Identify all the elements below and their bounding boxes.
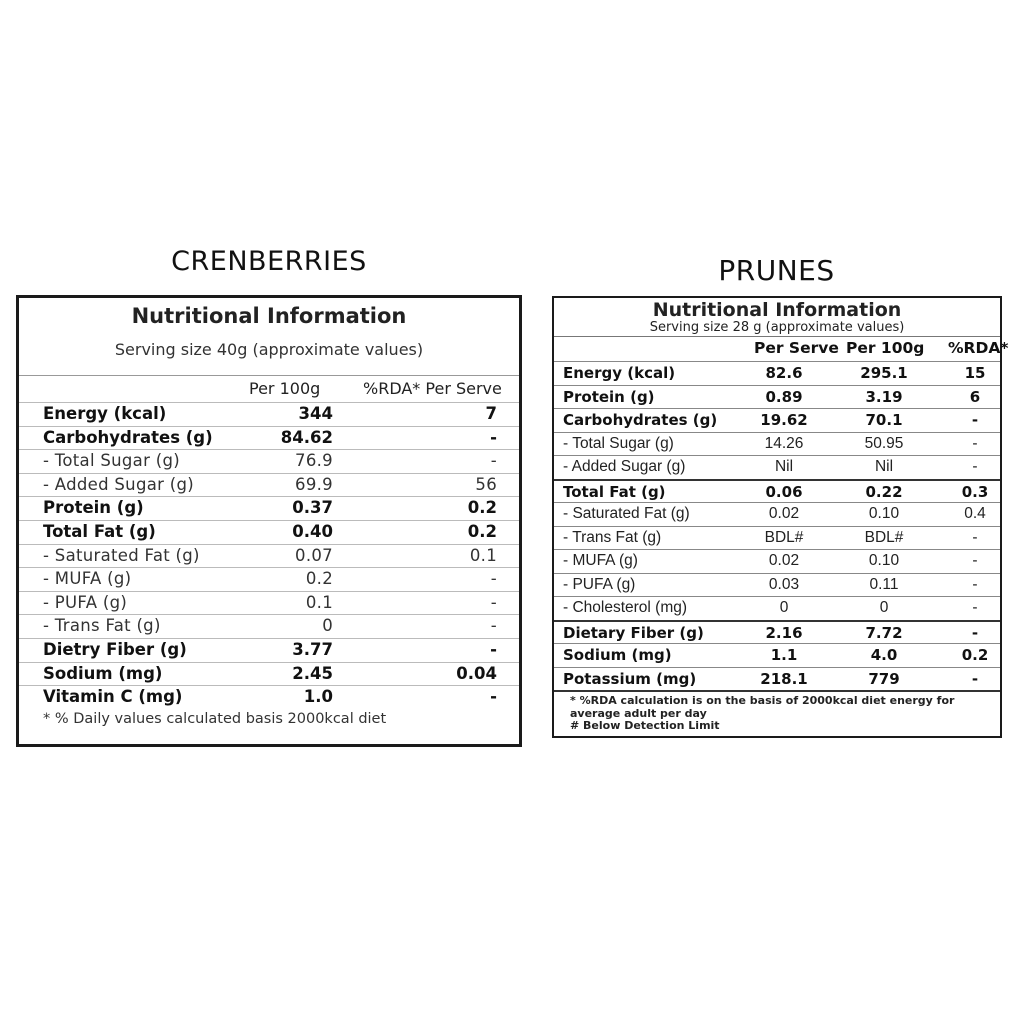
value-rda: -: [972, 599, 978, 616]
value-rda: -: [972, 528, 978, 546]
table-row: [19, 520, 519, 544]
table-row: [19, 567, 519, 591]
nutrient-label: Total Fat (g): [43, 521, 156, 541]
value-rda: -: [490, 592, 497, 612]
nutrient-label: Energy (kcal): [563, 364, 676, 382]
nutrient-label: Protein (g): [563, 387, 655, 406]
table-row: [554, 667, 1000, 691]
value-rda: 0.2: [467, 498, 497, 518]
table-row: [554, 432, 1000, 456]
column-header-rda: %RDA*: [948, 339, 1009, 357]
value-per100: 0.11: [869, 575, 899, 593]
table-row: [19, 473, 519, 497]
value-rda: -: [490, 451, 497, 471]
table-row: [19, 449, 519, 473]
table-row: [554, 643, 1000, 667]
column-header-per100: Per 100g: [846, 339, 925, 357]
prunes-column-headers: [554, 338, 1009, 360]
nutrient-label: Dietary Fiber (g): [563, 623, 704, 642]
nutrient-label: Sodium (mg): [43, 663, 163, 683]
value-per100: 0.10: [868, 505, 900, 522]
value-rda: 0.04: [456, 663, 497, 683]
value-per100: 3.19: [865, 387, 903, 406]
value-per-serve: BDL#: [764, 528, 804, 546]
value-per100: 69.9: [295, 474, 333, 494]
value-rda: 6: [969, 387, 981, 406]
value-per100: 3.77: [292, 639, 333, 659]
value-per-serve: 218.1: [760, 669, 808, 688]
value-per100: 50.95: [864, 434, 904, 452]
value-per100: Nil: [874, 458, 894, 475]
column-header-per100: Per 100g: [249, 379, 321, 398]
prunes-nutrition-card: [552, 296, 1009, 738]
table-row: [19, 544, 519, 568]
value-per-serve: 0.06: [765, 482, 803, 501]
value-per100: 0.37: [292, 498, 333, 518]
value-per100: 2.45: [292, 663, 333, 683]
table-row: [19, 591, 519, 615]
cranberries-table: [19, 402, 519, 709]
value-per100: 1.0: [303, 687, 333, 707]
value-per100: 0.40: [292, 521, 333, 541]
nutrient-label: - Trans Fat (g): [563, 528, 662, 546]
value-rda: -: [490, 616, 497, 636]
table-row: [19, 496, 519, 520]
prunes-title: PRUNES: [718, 254, 835, 287]
value-per100: 779: [868, 669, 900, 688]
column-header-rda: %RDA* Per Serve: [363, 379, 502, 398]
value-rda: 15: [964, 364, 986, 382]
value-per100: 0: [879, 599, 889, 616]
value-per100: 295.1: [860, 364, 908, 382]
value-per-serve: 0.89: [765, 387, 803, 406]
prunes-footnote-bdl: # Below Detection Limit: [570, 719, 720, 732]
table-row: [19, 402, 519, 426]
nutrient-label: - Cholesterol (mg): [563, 599, 688, 616]
value-per100: 0.22: [865, 482, 903, 501]
value-rda: 0.4: [964, 505, 986, 522]
nutrient-label: - Saturated Fat (g): [563, 505, 690, 522]
value-per100: 70.1: [865, 411, 903, 429]
value-rda: -: [972, 434, 978, 452]
cranberries-heading: Nutritional Information: [131, 304, 407, 328]
value-per-serve: 0.02: [768, 552, 800, 569]
prunes-table: [554, 361, 1000, 690]
value-rda: -: [971, 411, 979, 429]
nutrient-label: - Saturated Fat (g): [43, 545, 200, 565]
value-rda: 7: [485, 404, 497, 423]
value-per100: 4.0: [870, 646, 898, 664]
value-rda: 0.2: [961, 646, 989, 664]
value-rda: 0.3: [961, 482, 989, 501]
value-per-serve: 0.03: [768, 575, 800, 593]
cranberries-title: CRENBERRIES: [171, 246, 367, 277]
cranberries-footnote: * % Daily values calculated basis 2000kcal diet: [43, 711, 387, 727]
nutrient-label: Total Fat (g): [563, 482, 666, 501]
value-rda: -: [971, 623, 979, 642]
value-rda: -: [490, 569, 497, 589]
value-per-serve: 2.16: [765, 623, 803, 642]
value-per100: 76.9: [295, 451, 333, 471]
cranberries-nutrition-card: [16, 295, 522, 747]
column-header-per-serve: Per Serve: [754, 339, 839, 357]
cranberries-column-headers: [19, 377, 519, 401]
value-rda: -: [490, 427, 497, 447]
value-per100: 7.72: [865, 623, 903, 642]
nutrient-label: Carbohydrates (g): [43, 427, 213, 447]
value-rda: -: [972, 458, 978, 475]
nutrient-label: - MUFA (g): [563, 552, 638, 569]
nutrient-label: - Total Sugar (g): [563, 434, 674, 452]
table-row: [554, 526, 1000, 550]
table-row: [19, 638, 519, 662]
value-rda: 56: [475, 474, 497, 494]
nutrient-label: - Added Sugar (g): [43, 474, 195, 494]
nutrient-label: - MUFA (g): [43, 569, 132, 589]
table-row: [19, 426, 519, 450]
table-row: [19, 685, 519, 709]
table-row: [554, 479, 1000, 503]
divider: [19, 375, 519, 376]
value-rda: -: [490, 687, 497, 707]
value-per-serve: 82.6: [765, 364, 803, 382]
nutrient-label: - PUFA (g): [563, 575, 636, 593]
value-per100: 0.1: [305, 592, 333, 612]
table-row: [554, 455, 1000, 479]
nutrient-label: - Trans Fat (g): [43, 616, 161, 636]
value-per-serve: 14.26: [764, 434, 804, 452]
prunes-heading: Nutritional Information: [652, 299, 902, 321]
table-row: [554, 408, 1000, 432]
table-row: [554, 596, 1000, 620]
value-per100: 0: [322, 616, 333, 636]
prunes-footnote-rda: * %RDA calculation is on the basis of 2000kcal diet energy for average adult per day: [570, 694, 955, 720]
nutrient-label: - Total Sugar (g): [43, 451, 180, 471]
table-row: [554, 620, 1000, 644]
divider: [554, 690, 1000, 692]
divider: [554, 336, 1000, 337]
table-row: [554, 549, 1000, 573]
nutrient-label: Potassium (mg): [563, 669, 697, 688]
value-rda: 0.1: [469, 545, 497, 565]
value-per100: 0.10: [868, 552, 900, 569]
cranberries-serving-size: Serving size 40g (approximate values): [114, 340, 424, 359]
nutrient-label: Vitamin C (mg): [43, 687, 183, 707]
nutrient-label: Dietry Fiber (g): [43, 639, 187, 659]
table-row: [19, 662, 519, 686]
value-per-serve: 1.1: [770, 646, 798, 664]
value-per-serve: 0.02: [768, 505, 800, 522]
value-per-serve: Nil: [774, 458, 794, 475]
nutrient-label: Carbohydrates (g): [563, 411, 718, 429]
value-per100: BDL#: [864, 528, 904, 546]
value-per100: 0.2: [305, 569, 333, 589]
value-rda: -: [971, 669, 979, 688]
nutrient-label: Sodium (mg): [563, 646, 672, 664]
value-rda: -: [490, 639, 497, 659]
value-per100: 0.07: [295, 545, 333, 565]
table-row: [554, 502, 1000, 526]
nutrient-label: - Added Sugar (g): [563, 458, 686, 475]
prunes-serving-size: Serving size 28 g (approximate values): [649, 320, 905, 335]
nutrient-label: - PUFA (g): [43, 592, 128, 612]
nutrient-label: Energy (kcal): [43, 404, 167, 423]
table-row: [19, 614, 519, 638]
value-rda: -: [972, 575, 978, 593]
value-per-serve: 0: [779, 599, 789, 616]
value-per100: 84.62: [280, 427, 333, 447]
table-row: [554, 361, 1000, 385]
value-rda: -: [972, 552, 978, 569]
value-per100: 344: [298, 404, 333, 423]
table-row: [554, 573, 1000, 597]
value-rda: 0.2: [467, 521, 497, 541]
value-per-serve: 19.62: [760, 411, 808, 429]
nutrient-label: Protein (g): [43, 498, 144, 518]
table-row: [554, 385, 1000, 409]
